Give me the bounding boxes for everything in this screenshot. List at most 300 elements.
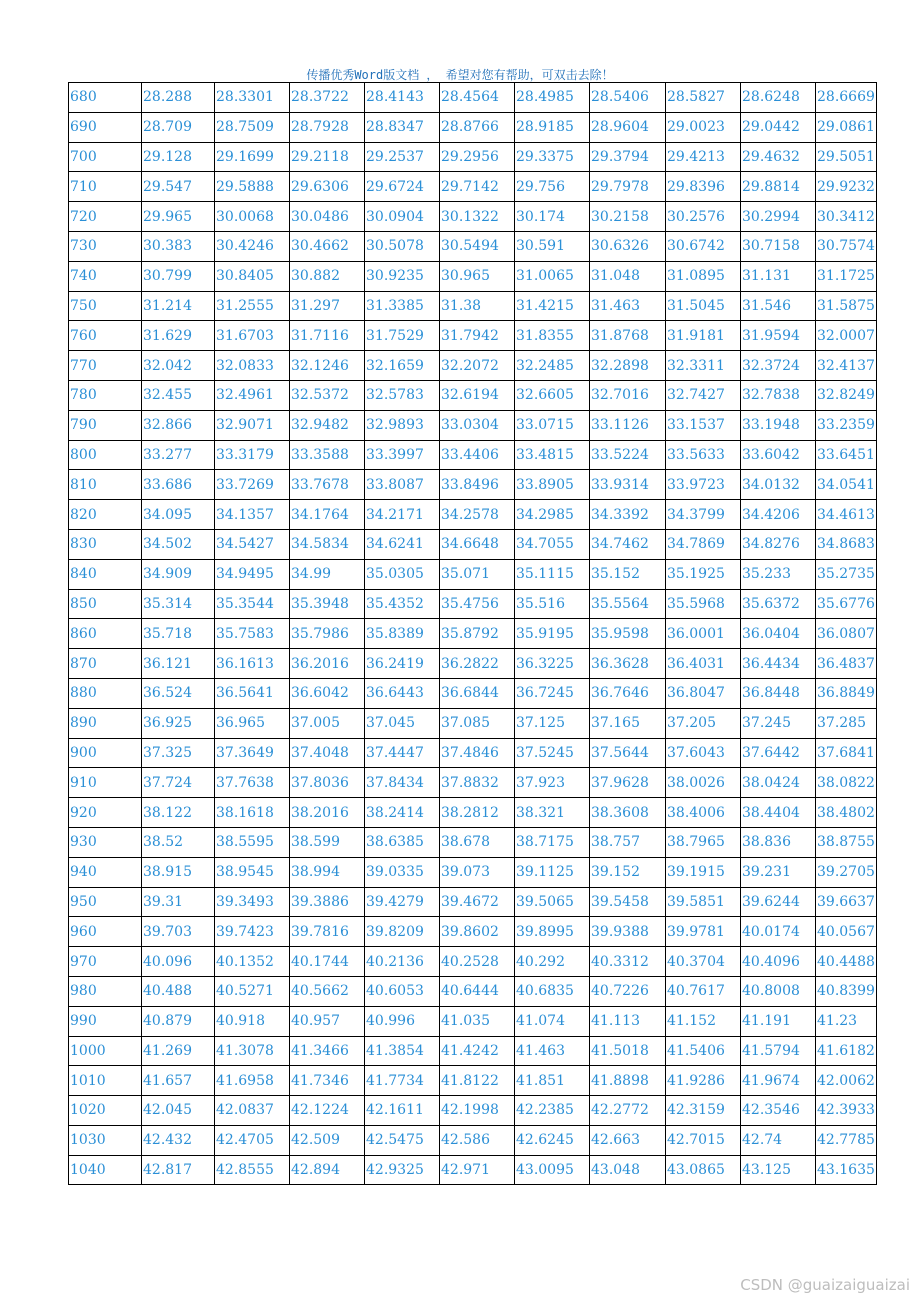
- value-cell: 43.0095: [515, 1155, 590, 1185]
- value-cell: 30.3412: [816, 202, 877, 232]
- row-key-cell: 950: [69, 887, 142, 917]
- row-key-cell: 850: [69, 589, 142, 619]
- table-row: [69, 529, 877, 559]
- value-cell: 42.3546: [741, 1096, 816, 1126]
- value-cell: 35.3544: [215, 589, 290, 619]
- value-cell: 33.7269: [215, 470, 290, 500]
- value-cell: 37.5644: [590, 738, 666, 768]
- value-cell: 34.4613: [816, 500, 877, 530]
- value-cell: 29.5051: [816, 142, 877, 172]
- value-cell: 37.245: [741, 708, 816, 738]
- value-cell: 40.1352: [215, 947, 290, 977]
- value-cell: 36.6844: [440, 678, 515, 708]
- value-cell: 42.2385: [515, 1096, 590, 1126]
- value-cell: 31.0895: [666, 261, 741, 291]
- value-cell: 33.8905: [515, 470, 590, 500]
- table-row: [69, 827, 877, 857]
- value-cell: 43.125: [741, 1155, 816, 1185]
- value-cell: 29.756: [515, 172, 590, 202]
- table-row: [69, 1125, 877, 1155]
- value-cell: 41.035: [440, 1006, 515, 1036]
- value-cell: 35.5564: [590, 589, 666, 619]
- value-cell: 42.971: [440, 1155, 515, 1185]
- value-cell: 34.1357: [215, 500, 290, 530]
- value-cell: 35.152: [590, 559, 666, 589]
- value-cell: 28.8347: [365, 112, 440, 142]
- row-key-cell: 860: [69, 619, 142, 649]
- table-row: [69, 559, 877, 589]
- value-cell: 30.0068: [215, 202, 290, 232]
- value-cell: 42.432: [142, 1125, 215, 1155]
- value-cell: 31.1725: [816, 261, 877, 291]
- value-cell: 29.4632: [741, 142, 816, 172]
- table-row: [69, 798, 877, 828]
- row-key-cell: 1020: [69, 1096, 142, 1126]
- table-row: [69, 83, 877, 113]
- value-cell: 34.2171: [365, 500, 440, 530]
- value-cell: 38.836: [741, 827, 816, 857]
- value-cell: 39.8602: [440, 917, 515, 947]
- value-cell: 28.7928: [290, 112, 365, 142]
- value-cell: 34.6648: [440, 529, 515, 559]
- value-cell: 30.6326: [590, 231, 666, 261]
- value-cell: 42.663: [590, 1125, 666, 1155]
- value-cell: 42.1611: [365, 1096, 440, 1126]
- value-cell: 40.6053: [365, 976, 440, 1006]
- value-cell: 32.0833: [215, 351, 290, 381]
- value-cell: 39.6244: [741, 887, 816, 917]
- row-key-cell: 780: [69, 380, 142, 410]
- value-cell: 36.524: [142, 678, 215, 708]
- value-cell: 37.4447: [365, 738, 440, 768]
- value-cell: 33.4406: [440, 440, 515, 470]
- table-row: [69, 708, 877, 738]
- value-cell: 32.2485: [515, 351, 590, 381]
- value-cell: 39.4672: [440, 887, 515, 917]
- value-cell: 31.6703: [215, 321, 290, 351]
- value-cell: 41.657: [142, 1066, 215, 1096]
- value-cell: 38.9545: [215, 857, 290, 887]
- row-key-cell: 680: [69, 83, 142, 113]
- value-cell: 34.3392: [590, 500, 666, 530]
- value-cell: 32.5372: [290, 380, 365, 410]
- value-cell: 34.99: [290, 559, 365, 589]
- value-cell: 29.0442: [741, 112, 816, 142]
- row-key-cell: 740: [69, 261, 142, 291]
- value-cell: 32.9893: [365, 410, 440, 440]
- value-cell: 35.9598: [590, 619, 666, 649]
- value-cell: 40.4096: [741, 947, 816, 977]
- value-cell: 37.923: [515, 768, 590, 798]
- value-cell: 36.4031: [666, 649, 741, 679]
- row-key-cell: 900: [69, 738, 142, 768]
- value-cell: 39.3493: [215, 887, 290, 917]
- value-cell: 33.0304: [440, 410, 515, 440]
- value-cell: 36.2016: [290, 649, 365, 679]
- table-row: [69, 380, 877, 410]
- row-key-cell: 1040: [69, 1155, 142, 1185]
- value-cell: 38.5595: [215, 827, 290, 857]
- value-cell: 33.1948: [741, 410, 816, 440]
- row-key-cell: 940: [69, 857, 142, 887]
- value-cell: 31.8768: [590, 321, 666, 351]
- value-cell: 28.6248: [741, 83, 816, 113]
- value-cell: 34.5427: [215, 529, 290, 559]
- value-cell: 37.205: [666, 708, 741, 738]
- value-cell: 37.045: [365, 708, 440, 738]
- value-cell: 30.8405: [215, 261, 290, 291]
- row-key-cell: 690: [69, 112, 142, 142]
- value-cell: 28.8766: [440, 112, 515, 142]
- value-cell: 41.8122: [440, 1066, 515, 1096]
- value-cell: 36.0807: [816, 619, 877, 649]
- value-cell: 39.0335: [365, 857, 440, 887]
- value-cell: 36.2822: [440, 649, 515, 679]
- value-cell: 30.1322: [440, 202, 515, 232]
- value-cell: 42.894: [290, 1155, 365, 1185]
- value-cell: 41.191: [741, 1006, 816, 1036]
- value-cell: 28.6669: [816, 83, 877, 113]
- value-cell: 36.3225: [515, 649, 590, 679]
- value-cell: 35.2735: [816, 559, 877, 589]
- value-cell: 34.0541: [816, 470, 877, 500]
- value-cell: 35.8389: [365, 619, 440, 649]
- value-cell: 36.7245: [515, 678, 590, 708]
- value-cell: 31.7529: [365, 321, 440, 351]
- row-key-cell: 880: [69, 678, 142, 708]
- value-cell: 32.3311: [666, 351, 741, 381]
- value-cell: 34.8276: [741, 529, 816, 559]
- value-cell: 37.285: [816, 708, 877, 738]
- value-cell: 40.918: [215, 1006, 290, 1036]
- value-cell: 32.2072: [440, 351, 515, 381]
- value-cell: 30.0904: [365, 202, 440, 232]
- value-cell: 39.6637: [816, 887, 877, 917]
- value-cell: 31.4215: [515, 291, 590, 321]
- value-cell: 42.2772: [590, 1096, 666, 1126]
- value-cell: 38.1618: [215, 798, 290, 828]
- value-cell: 37.125: [515, 708, 590, 738]
- value-cell: 42.0837: [215, 1096, 290, 1126]
- value-cell: 35.9195: [515, 619, 590, 649]
- value-cell: 28.3722: [290, 83, 365, 113]
- value-cell: 36.121: [142, 649, 215, 679]
- value-cell: 40.292: [515, 947, 590, 977]
- value-cell: 29.0023: [666, 112, 741, 142]
- value-cell: 40.096: [142, 947, 215, 977]
- value-cell: 30.6742: [666, 231, 741, 261]
- value-cell: 29.5888: [215, 172, 290, 202]
- value-cell: 39.8209: [365, 917, 440, 947]
- value-cell: 29.4213: [666, 142, 741, 172]
- value-cell: 31.546: [741, 291, 816, 321]
- value-cell: 40.996: [365, 1006, 440, 1036]
- value-cell: 42.3933: [816, 1096, 877, 1126]
- value-cell: 32.1659: [365, 351, 440, 381]
- value-cell: 37.165: [590, 708, 666, 738]
- value-cell: 32.455: [142, 380, 215, 410]
- value-cell: 35.071: [440, 559, 515, 589]
- value-cell: 42.0062: [816, 1066, 877, 1096]
- value-cell: 28.5827: [666, 83, 741, 113]
- value-cell: 31.9181: [666, 321, 741, 351]
- value-cell: 38.0424: [741, 768, 816, 798]
- value-cell: 38.0822: [816, 768, 877, 798]
- table-row: [69, 261, 877, 291]
- value-cell: 37.8434: [365, 768, 440, 798]
- value-cell: 29.8396: [666, 172, 741, 202]
- value-cell: 28.709: [142, 112, 215, 142]
- value-cell: 36.0001: [666, 619, 741, 649]
- value-cell: 34.6241: [365, 529, 440, 559]
- value-cell: 40.5662: [290, 976, 365, 1006]
- row-key-cell: 890: [69, 708, 142, 738]
- value-cell: 35.314: [142, 589, 215, 619]
- value-cell: 42.9325: [365, 1155, 440, 1185]
- row-key-cell: 920: [69, 798, 142, 828]
- table-row: [69, 440, 877, 470]
- value-cell: 38.4404: [741, 798, 816, 828]
- value-cell: 30.2158: [590, 202, 666, 232]
- value-cell: 43.048: [590, 1155, 666, 1185]
- value-cell: 40.7617: [666, 976, 741, 1006]
- value-cell: 32.7427: [666, 380, 741, 410]
- value-cell: 37.085: [440, 708, 515, 738]
- value-cell: 32.9482: [290, 410, 365, 440]
- value-cell: 33.8496: [440, 470, 515, 500]
- value-cell: 40.0567: [816, 917, 877, 947]
- value-cell: 42.74: [741, 1125, 816, 1155]
- value-cell: 40.6835: [515, 976, 590, 1006]
- row-key-cell: 830: [69, 529, 142, 559]
- value-cell: 41.8898: [590, 1066, 666, 1096]
- value-cell: 29.3375: [515, 142, 590, 172]
- row-key-cell: 760: [69, 321, 142, 351]
- table-row: [69, 649, 877, 679]
- value-cell: 34.095: [142, 500, 215, 530]
- value-cell: 35.7986: [290, 619, 365, 649]
- value-cell: 32.3724: [741, 351, 816, 381]
- value-cell: 38.4006: [666, 798, 741, 828]
- value-cell: 39.703: [142, 917, 215, 947]
- table-row: [69, 410, 877, 440]
- value-cell: 33.8087: [365, 470, 440, 500]
- value-cell: 33.0715: [515, 410, 590, 440]
- value-cell: 36.6042: [290, 678, 365, 708]
- row-key-cell: 970: [69, 947, 142, 977]
- value-cell: 41.9674: [741, 1066, 816, 1096]
- value-cell: 39.1915: [666, 857, 741, 887]
- value-cell: 41.5018: [590, 1036, 666, 1066]
- row-key-cell: 990: [69, 1006, 142, 1036]
- value-cell: 28.4985: [515, 83, 590, 113]
- value-cell: 33.1537: [666, 410, 741, 440]
- value-cell: 37.6841: [816, 738, 877, 768]
- value-cell: 37.3649: [215, 738, 290, 768]
- value-cell: 36.8849: [816, 678, 877, 708]
- value-cell: 34.909: [142, 559, 215, 589]
- value-cell: 40.5271: [215, 976, 290, 1006]
- value-cell: 31.38: [440, 291, 515, 321]
- value-cell: 41.4242: [440, 1036, 515, 1066]
- value-cell: 40.2528: [440, 947, 515, 977]
- table-row: [69, 1036, 877, 1066]
- value-cell: 41.5794: [741, 1036, 816, 1066]
- value-cell: 39.3886: [290, 887, 365, 917]
- value-cell: 39.7816: [290, 917, 365, 947]
- value-cell: 43.0865: [666, 1155, 741, 1185]
- table-row: [69, 917, 877, 947]
- value-cell: 38.599: [290, 827, 365, 857]
- value-cell: 42.4705: [215, 1125, 290, 1155]
- value-cell: 43.1635: [816, 1155, 877, 1185]
- value-cell: 34.4206: [741, 500, 816, 530]
- value-cell: 38.2016: [290, 798, 365, 828]
- value-cell: 37.6442: [741, 738, 816, 768]
- value-cell: 41.6182: [816, 1036, 877, 1066]
- value-cell: 37.8832: [440, 768, 515, 798]
- value-cell: 38.122: [142, 798, 215, 828]
- value-cell: 32.042: [142, 351, 215, 381]
- table-row: [69, 976, 877, 1006]
- value-cell: 32.2898: [590, 351, 666, 381]
- value-cell: 38.7175: [515, 827, 590, 857]
- table-row: [69, 857, 877, 887]
- value-cell: 42.8555: [215, 1155, 290, 1185]
- table-row: [69, 947, 877, 977]
- value-cell: 36.1613: [215, 649, 290, 679]
- value-cell: 38.2414: [365, 798, 440, 828]
- value-cell: 39.31: [142, 887, 215, 917]
- value-cell: 29.0861: [816, 112, 877, 142]
- value-cell: 36.5641: [215, 678, 290, 708]
- value-cell: 40.1744: [290, 947, 365, 977]
- table-row: [69, 887, 877, 917]
- value-cell: 30.0486: [290, 202, 365, 232]
- table-row: [69, 1155, 877, 1185]
- value-cell: 41.152: [666, 1006, 741, 1036]
- value-cell: 31.297: [290, 291, 365, 321]
- value-cell: 41.074: [515, 1006, 590, 1036]
- value-cell: 29.7978: [590, 172, 666, 202]
- value-cell: 30.4246: [215, 231, 290, 261]
- value-cell: 31.0065: [515, 261, 590, 291]
- value-cell: 34.0132: [741, 470, 816, 500]
- value-cell: 39.9781: [666, 917, 741, 947]
- value-cell: 28.5406: [590, 83, 666, 113]
- value-cell: 42.817: [142, 1155, 215, 1185]
- value-cell: 31.7116: [290, 321, 365, 351]
- value-cell: 38.0026: [666, 768, 741, 798]
- row-key-cell: 820: [69, 500, 142, 530]
- value-cell: 29.965: [142, 202, 215, 232]
- value-cell: 30.965: [440, 261, 515, 291]
- value-cell: 41.6958: [215, 1066, 290, 1096]
- row-key-cell: 770: [69, 351, 142, 381]
- value-cell: 35.4756: [440, 589, 515, 619]
- value-cell: 29.128: [142, 142, 215, 172]
- value-cell: 39.5065: [515, 887, 590, 917]
- value-cell: 38.52: [142, 827, 215, 857]
- value-cell: 42.586: [440, 1125, 515, 1155]
- value-cell: 38.3608: [590, 798, 666, 828]
- value-cell: 41.3466: [290, 1036, 365, 1066]
- value-cell: 37.6043: [666, 738, 741, 768]
- value-cell: 41.23: [816, 1006, 877, 1036]
- value-cell: 29.6724: [365, 172, 440, 202]
- value-cell: 29.3794: [590, 142, 666, 172]
- row-key-cell: 790: [69, 410, 142, 440]
- value-cell: 31.463: [590, 291, 666, 321]
- value-cell: 38.757: [590, 827, 666, 857]
- value-cell: 41.113: [590, 1006, 666, 1036]
- value-cell: 29.1699: [215, 142, 290, 172]
- value-cell: 40.957: [290, 1006, 365, 1036]
- value-cell: 41.3854: [365, 1036, 440, 1066]
- value-cell: 38.7965: [666, 827, 741, 857]
- value-cell: 35.6372: [741, 589, 816, 619]
- value-cell: 37.4846: [440, 738, 515, 768]
- value-cell: 28.4564: [440, 83, 515, 113]
- value-cell: 33.3179: [215, 440, 290, 470]
- value-cell: 34.502: [142, 529, 215, 559]
- row-key-cell: 960: [69, 917, 142, 947]
- value-cell: 32.0007: [816, 321, 877, 351]
- table-row: [69, 202, 877, 232]
- value-cell: 29.8814: [741, 172, 816, 202]
- value-cell: 41.7346: [290, 1066, 365, 1096]
- value-cell: 31.131: [741, 261, 816, 291]
- value-cell: 30.882: [290, 261, 365, 291]
- value-cell: 36.6443: [365, 678, 440, 708]
- value-cell: 41.3078: [215, 1036, 290, 1066]
- value-cell: 31.5875: [816, 291, 877, 321]
- value-cell: 38.994: [290, 857, 365, 887]
- value-cell: 32.8249: [816, 380, 877, 410]
- value-cell: 42.1224: [290, 1096, 365, 1126]
- table-body: [69, 83, 877, 1185]
- value-cell: 40.2136: [365, 947, 440, 977]
- value-cell: 33.2359: [816, 410, 877, 440]
- value-cell: 34.2985: [515, 500, 590, 530]
- value-cell: 29.9232: [816, 172, 877, 202]
- document-header: 传播优秀Word版文档 ， 希望对您有帮助，可双击去除！: [306, 68, 614, 82]
- value-cell: 33.7678: [290, 470, 365, 500]
- value-cell: 35.718: [142, 619, 215, 649]
- table-row: [69, 768, 877, 798]
- value-cell: 31.7942: [440, 321, 515, 351]
- value-cell: 39.4279: [365, 887, 440, 917]
- value-cell: 32.4137: [816, 351, 877, 381]
- value-cell: 32.6605: [515, 380, 590, 410]
- row-key-cell: 720: [69, 202, 142, 232]
- value-cell: 39.5458: [590, 887, 666, 917]
- row-key-cell: 870: [69, 649, 142, 679]
- value-cell: 42.509: [290, 1125, 365, 1155]
- value-cell: 35.4352: [365, 589, 440, 619]
- value-cell: 33.9314: [590, 470, 666, 500]
- row-key-cell: 1000: [69, 1036, 142, 1066]
- value-cell: 40.3312: [590, 947, 666, 977]
- table-row: [69, 321, 877, 351]
- value-cell: 35.3948: [290, 589, 365, 619]
- value-cell: 36.925: [142, 708, 215, 738]
- value-cell: 37.325: [142, 738, 215, 768]
- value-cell: 35.8792: [440, 619, 515, 649]
- value-cell: 38.6385: [365, 827, 440, 857]
- table-row: [69, 500, 877, 530]
- row-key-cell: 810: [69, 470, 142, 500]
